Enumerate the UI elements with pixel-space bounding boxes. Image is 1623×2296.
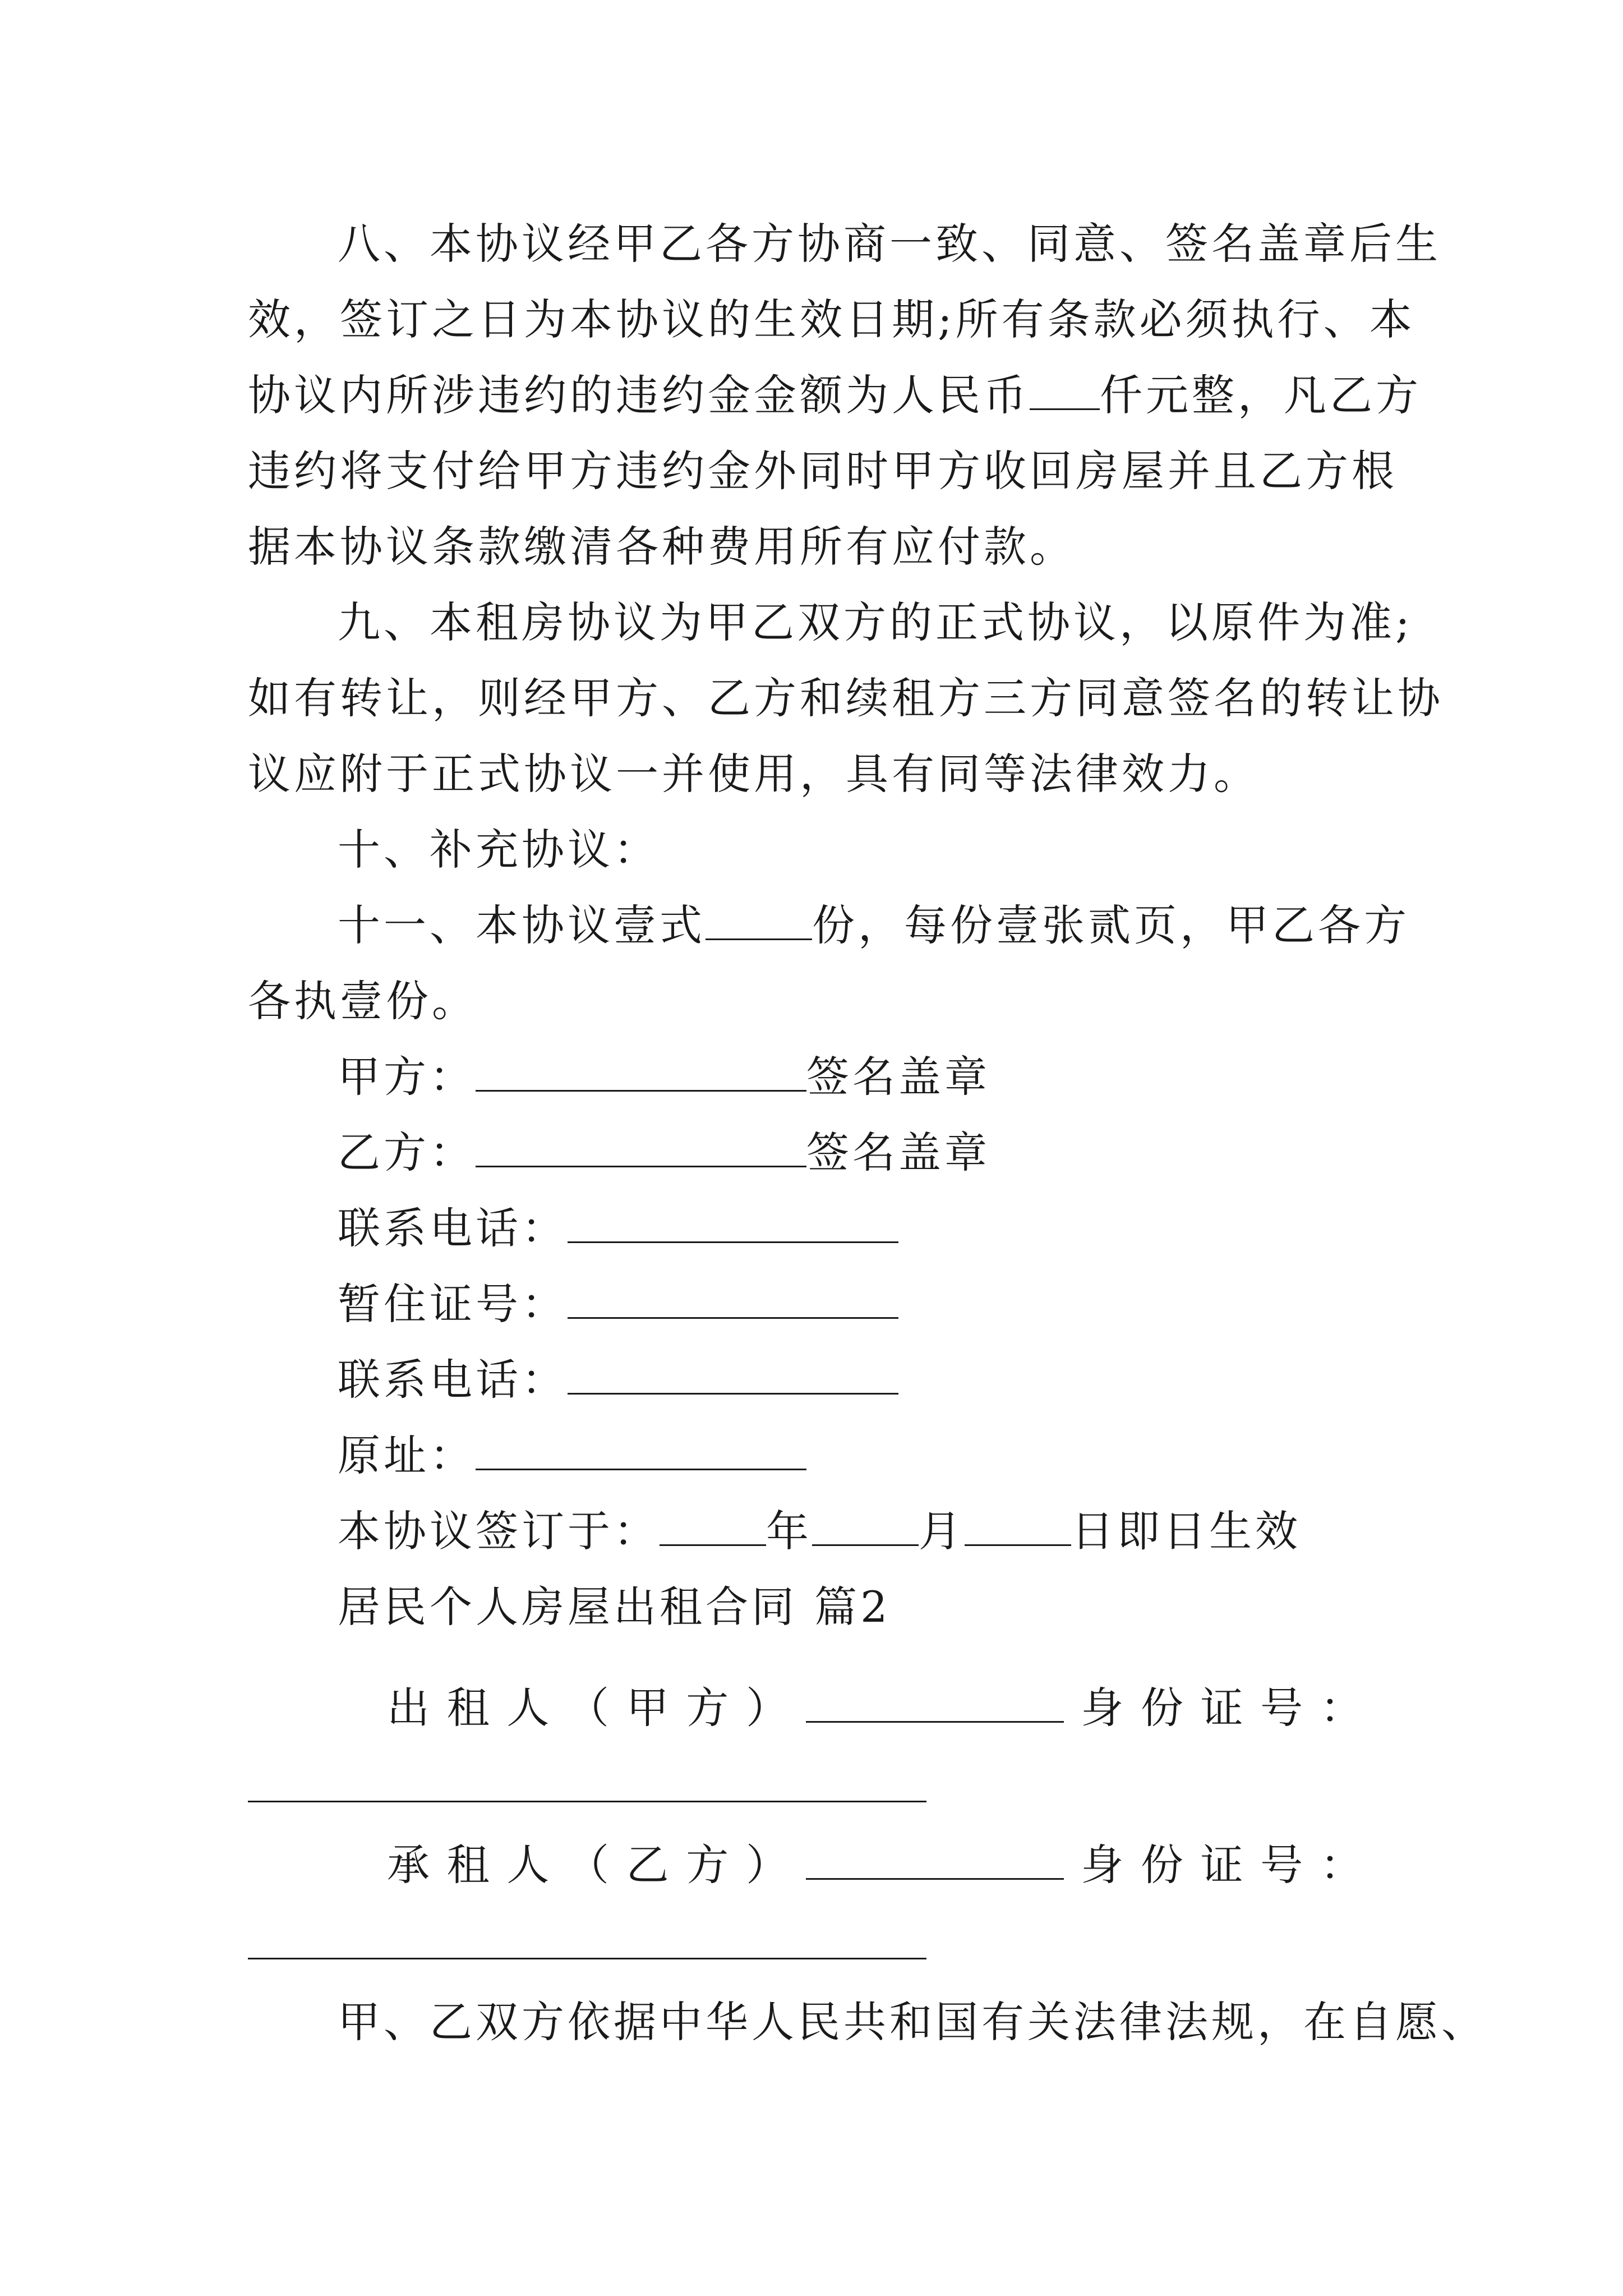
phone-blank <box>568 1202 898 1243</box>
party-a-blank <box>476 1051 806 1092</box>
permit-row <box>338 1276 1482 1332</box>
lessee-id-char: 证 <box>1200 1840 1243 1890</box>
party-b-blank <box>476 1126 806 1167</box>
lessor-id-char: 号 <box>1260 1683 1303 1733</box>
lessee-char: 租 <box>446 1840 490 1890</box>
lessor-id-blank <box>248 1801 926 1802</box>
lessor-row <box>387 1680 1363 1736</box>
lessor-char: ） <box>745 1683 789 1733</box>
address-label: 原址： <box>338 1430 476 1480</box>
lessor-id-char: ： <box>1320 1683 1363 1733</box>
lessor-name-blank <box>806 1682 1064 1723</box>
phone-row <box>338 1200 1482 1257</box>
lessee-id-char: 身 <box>1081 1840 1124 1890</box>
lessor-char: 人 <box>506 1683 550 1733</box>
lessee-id-char: 号 <box>1260 1840 1303 1890</box>
clause-9-line-1: 九、本租房协议为甲乙双方的正式协议，以原件为准; <box>338 597 1413 647</box>
lessor-id-char: 身 <box>1081 1683 1124 1733</box>
address-row <box>338 1428 1482 1484</box>
year-label: 年 <box>766 1506 812 1556</box>
clause-11-part-2: 份，每份壹张贰页，甲乙各方 <box>812 900 1410 950</box>
lessor-char: 方 <box>686 1683 729 1733</box>
signed-date-suffix: 日即日生效 <box>1071 1506 1301 1556</box>
signed-date-prefix: 本协议签订于： <box>338 1506 660 1556</box>
clause-9-line-3: 议应附于正式协议一并使用，具有同等法律效力。 <box>248 749 1260 799</box>
party-b-row <box>338 1125 1482 1181</box>
clause-8-line-3 <box>248 367 1422 424</box>
lessor-char: （ <box>566 1683 609 1733</box>
permit-blank <box>568 1278 898 1319</box>
clause-8-line-4: 违约将支付给甲方违约金外同时甲方收回房屋并且乙方根 <box>248 446 1398 496</box>
lessee-char: 承 <box>387 1840 430 1890</box>
phone-2-row <box>338 1352 1482 1408</box>
clause-8-line-3-a: 协议内所涉违约的违约金金额为人民币 <box>248 370 1030 420</box>
clause-8-line-5: 据本协议条款缴清各种费用所有应付款。 <box>248 522 1076 572</box>
lessee-char: 人 <box>506 1840 550 1890</box>
copies-blank <box>706 899 812 940</box>
lessor-char: 出 <box>387 1683 430 1733</box>
clause-8-line-1: 八、本协议经甲乙各方协商一致、同意、签名盖章后生 <box>338 219 1441 269</box>
penalty-amount-blank <box>1030 369 1100 410</box>
party-a-suffix: 签名盖章 <box>806 1052 990 1102</box>
permit-label: 暂住证号： <box>338 1279 568 1329</box>
address-blank <box>476 1429 806 1470</box>
clause-11-part-1: 十一、本协议壹式 <box>338 900 706 950</box>
signed-date-row <box>338 1503 1482 1559</box>
phone-2-blank <box>568 1354 898 1395</box>
clause-9-line-2: 如有转让，则经甲方、乙方和续租方三方同意签名的转让协 <box>248 673 1444 723</box>
lessor-id-char: 份 <box>1140 1683 1183 1733</box>
month-blank <box>812 1505 919 1546</box>
lessor-char: 租 <box>446 1683 490 1733</box>
lessee-row <box>387 1837 1363 1893</box>
phone-2-label: 联系电话： <box>338 1355 568 1405</box>
lessee-char: 方 <box>686 1840 729 1890</box>
lessor-char: 甲 <box>626 1683 669 1733</box>
clause-10: 十、补充协议： <box>338 825 660 875</box>
party-a-row <box>338 1049 1482 1105</box>
intro-line: 甲、乙双方依据中华人民共和国有关法律法规，在自愿、 <box>338 1997 1487 2047</box>
party-b-suffix: 签名盖章 <box>806 1128 990 1177</box>
clause-11-line-2: 各执壹份。 <box>248 976 478 1026</box>
year-blank <box>660 1505 766 1546</box>
lessee-id-char: ： <box>1320 1840 1363 1890</box>
lessee-char: （ <box>566 1840 609 1890</box>
lessee-id-char: 份 <box>1140 1840 1183 1890</box>
lessor-id-char: 证 <box>1200 1683 1243 1733</box>
lessee-id-blank <box>248 1958 926 1959</box>
party-b-label: 乙方： <box>338 1128 476 1177</box>
month-label: 月 <box>919 1506 965 1556</box>
section-title: 居民个人房屋出租合同 篇2 <box>338 1582 891 1632</box>
clause-8-line-2: 效，签订之日为本协议的生效日期;所有条款必须执行、本 <box>248 295 1415 344</box>
phone-label: 联系电话： <box>338 1203 568 1253</box>
lessee-char: ） <box>745 1840 789 1890</box>
day-blank <box>965 1505 1071 1546</box>
lessee-char: 乙 <box>626 1840 669 1890</box>
lessee-name-blank <box>806 1839 1064 1880</box>
clause-8-line-3-b: 仟元整，凡乙方 <box>1100 370 1422 420</box>
party-a-label: 甲方： <box>338 1052 476 1102</box>
clause-11-line-1 <box>338 898 1482 954</box>
